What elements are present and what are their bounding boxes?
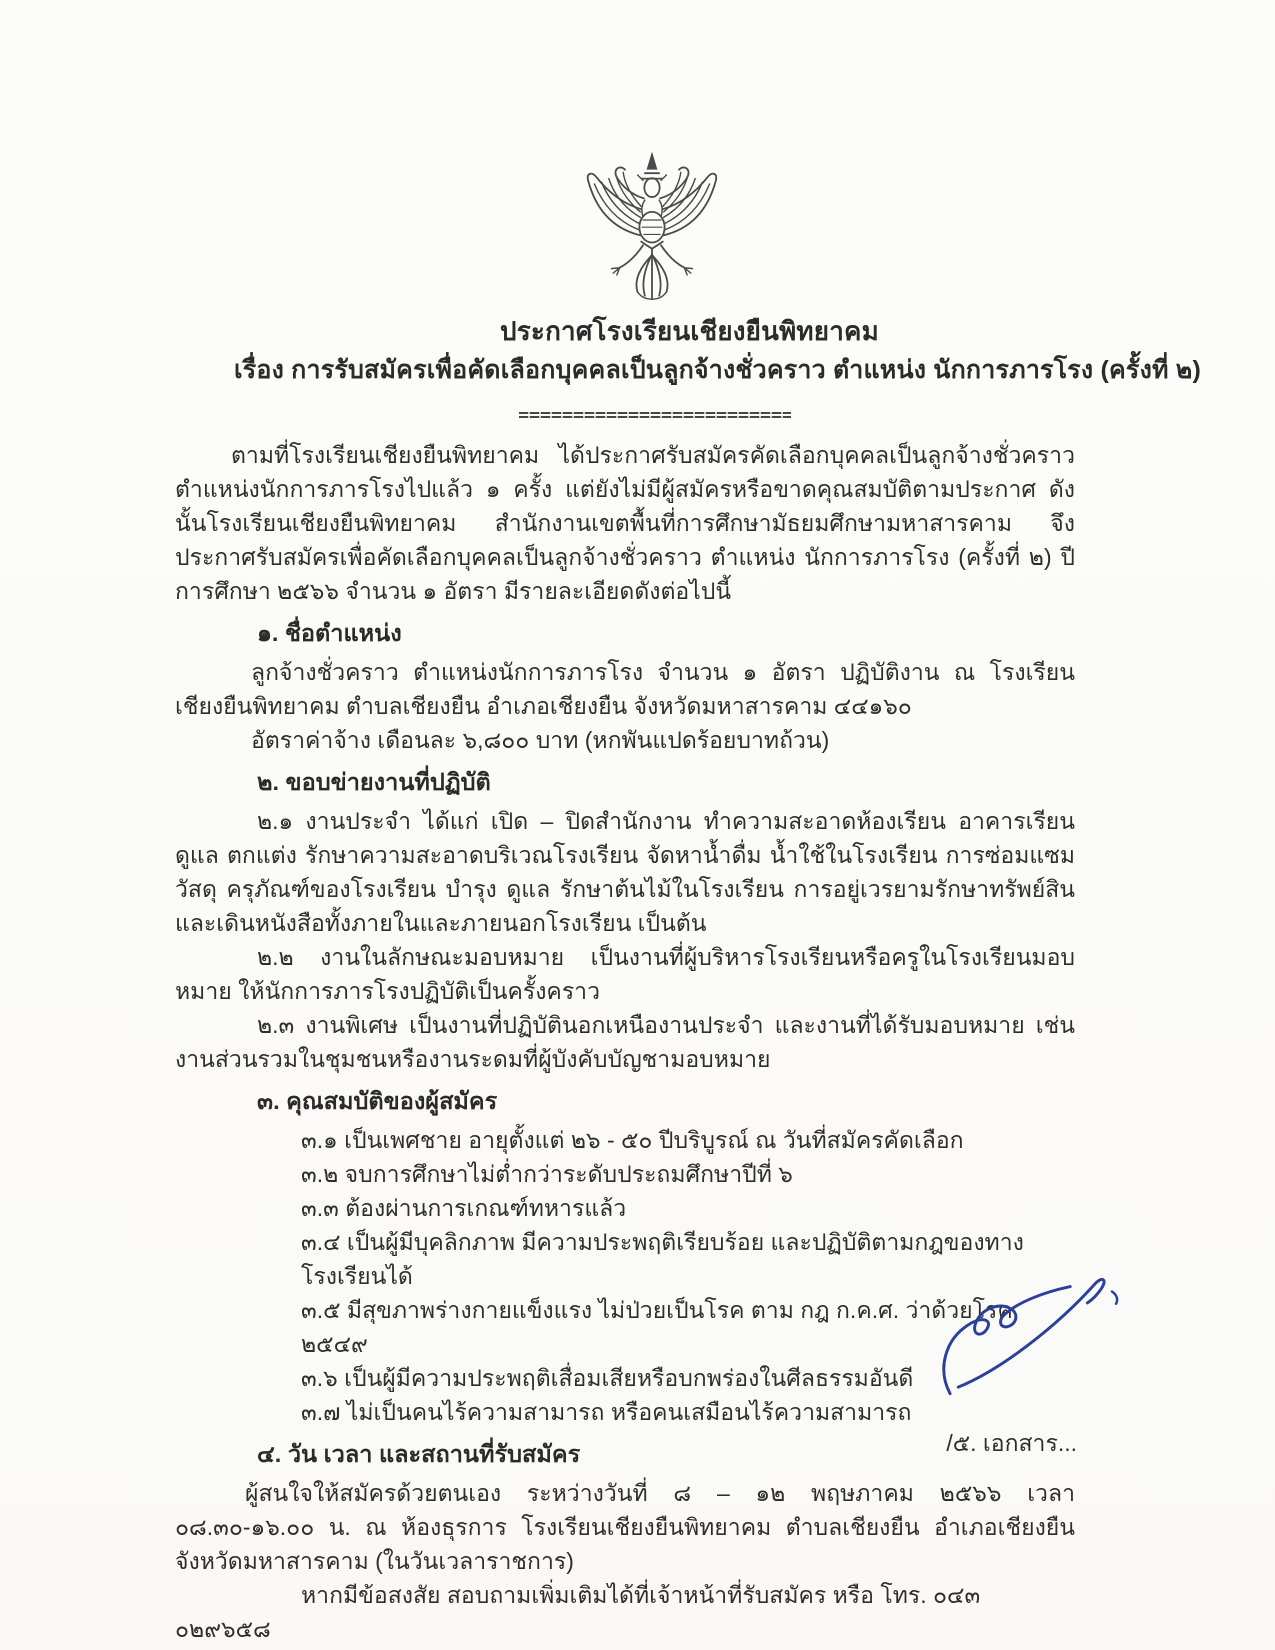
document-body [175, 438, 1075, 1646]
intro-paragraph: ตามที่โรงเรียนเชียงยืนพิทยาคม ได้ประกาศรับสมัครคัดเลือกบุคคลเป็นลูกจ้างชั่วคราว ตำแหน่งนักการภารโรงไปแล้ว ๑ ครั้ง แต่ยังไม่มีผู้สมัครหรือขาดคุณสมบัติตามประกาศ ดังนั้นโรงเรียนเชียงยืนพิทยาคม สำนักงานเขตพื้นที่การศึกษามัธยมศึกษามหาสารคาม จึงประกาศรับสมัครเพื่อคัดเลือกบุคคลเป็นลูกจ้างชั่วคราว ตำแหน่ง นักการภารโรง (ครั้งที่ ๒) ปีการศึกษา ๒๕๖๖ จำนวน ๑ อัตรา มีรายละเอียดดังต่อไปนี้ [175, 442, 1075, 604]
qualification-item-3-4: ๓.๔ เป็นผู้มีบุคลิกภาพ มีความประพฤติเรียบร้อย และปฏิบัติตามกฎของทางโรงเรียนได้ [301, 1229, 1024, 1289]
duty-item-2-1: ๒.๑ งานประจำ ได้แก่ เปิด – ปิดสำนักงาน ทำความสะอาดห้องเรียน อาคารเรียน ดูแล ตกแต่ง รักษาความสะอาดบริเวณโรงเรียน จัดหาน้ำดื่ม น้ำใช้ในโรงเรียน การซ่อมแซมวัสดุ ครุภัณฑ์ของโรงเรียน บำรุง ดูแล รักษาต้นไม้ในโรงเรียน การอยู่เวรยามรักษาทรัพย์สิน และเดินหนังสือทั้งภายในและภายนอกโรงเรียน เป็นต้น [175, 808, 1075, 936]
qualification-item-3-1: ๓.๑ เป็นเพศชาย อายุตั้งแต่ ๒๖ - ๕๐ ปีบริบูรณ์ ณ วันที่สมัครคัดเลือก [301, 1127, 964, 1153]
salary-line: อัตราค่าจ้าง เดือนละ ๖,๘๐๐ บาท (หกพันแปดร้อยบาทถ้วน) [251, 727, 830, 753]
duty-item-2-2: ๒.๒ งานในลักษณะมอบหมาย เป็นงานที่ผู้บริหารโรงเรียนหรือครูในโรงเรียนมอบหมาย ให้นักการภารโรงปฏิบัติเป็นครั้งคราว [175, 944, 1075, 1004]
qualification-item-3-2: ๓.๒ จบการศึกษาไม่ต่ำกว่าระดับประถมศึกษาปีที่ ๖ [301, 1161, 793, 1187]
page-continuation-note: /๕. เอกสาร... [946, 1430, 1077, 1456]
document-subject: เรื่อง การรับสมัครเพื่อคัดเลือกบุคคลเป็นลูกจ้างชั่วคราว ตำแหน่ง นักการภารโรง (ครั้งที่ ๒) [233, 356, 1202, 384]
garuda-emblem-icon [559, 148, 745, 310]
application-detail-paragraph: ผู้สนใจให้สมัครด้วยตนเอง ระหว่างวันที่ ๘ – ๑๒ พฤษภาคม ๒๕๖๖ เวลา ๐๘.๓๐-๑๖.๐๐ น. ณ ห้องธุรการ โรงเรียนเชียงยืนพิทยาคม ตำบลเชียงยืน อำเภอเชียงยืน จังหวัดมหาสารคาม (ในวันเวลาราชการ) [175, 1480, 1075, 1574]
qualification-item-3-5: ๓.๕ มีสุขภาพร่างกายแข็งแรง ไม่ป่วยเป็นโรค ตาม กฎ ก.ค.ศ. ว่าด้วยโรค ๒๕๔๙ [301, 1297, 1013, 1357]
qualification-item-3-7: ๓.๗ ไม่เป็นคนไร้ความสามารถ หรือคนเสมือนไร้ความสามารถ [301, 1399, 912, 1425]
qualification-item-3-6: ๓.๖ เป็นผู้มีความประพฤติเสื่อมเสียหรือบกพร่องในศีลธรรมอันดี [301, 1365, 914, 1391]
section-2-heading: ๒. ขอบข่ายงานที่ปฏิบัติ [257, 769, 491, 795]
section-4-heading: ๔. วัน เวลา และสถานที่รับสมัคร [257, 1441, 581, 1467]
section-1-heading: ๑. ชื่อตำแหน่ง [257, 620, 402, 646]
qualification-item-3-3: ๓.๓ ต้องผ่านการเกณฑ์ทหารแล้ว [301, 1195, 627, 1221]
section-3-heading: ๓. คุณสมบัติของผู้สมัคร [257, 1088, 498, 1114]
handwritten-signature-icon [937, 1258, 1125, 1410]
title-divider-rule [519, 412, 791, 418]
document-title: ประกาศโรงเรียนเชียงยืนพิทยาคม [500, 316, 879, 346]
contact-line: หากมีข้อสงสัย สอบถามเพิ่มเติมได้ที่เจ้าหน้าที่รับสมัคร หรือ โทร. ๐๔๓ ๐๒๙๖๕๘ [175, 1582, 981, 1642]
position-detail-paragraph: ลูกจ้างชั่วคราว ตำแหน่งนักการภารโรง จำนวน ๑ อัตรา ปฏิบัติงาน ณ โรงเรียนเชียงยืนพิทยาคม ตำบลเชียงยืน อำเภอเชียงยืน จังหวัดมหาสารคาม ๔๔๑๖๐ [175, 659, 1075, 719]
duty-item-2-3: ๒.๓ งานพิเศษ เป็นงานที่ปฏิบัตินอกเหนืองานประจำ และงานที่ได้รับมอบหมาย เช่น งานส่วนรวมในชุมชนหรืองานระดมที่ผู้บังคับบัญชามอบหมาย [175, 1012, 1075, 1072]
